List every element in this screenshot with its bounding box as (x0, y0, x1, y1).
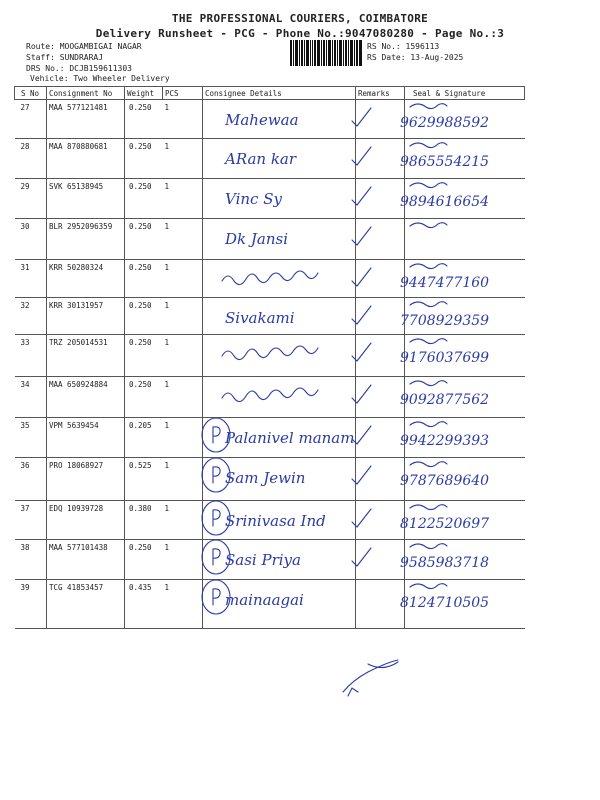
row-remarks (356, 100, 405, 139)
row-pcs: 1 (163, 377, 203, 418)
row-pcs: 1 (163, 501, 203, 540)
row-remarks (356, 377, 405, 418)
table-row (15, 458, 525, 501)
row-weight: 0.250 (125, 260, 163, 298)
handwritten-phone: 9894616654 (400, 194, 490, 210)
row-pcs: 1 (163, 179, 203, 219)
row-consignment-no: SVK 65138945 (47, 179, 125, 219)
row-remarks (356, 219, 405, 260)
handwritten-name: mainaagai (225, 591, 304, 609)
row-remarks (356, 418, 405, 458)
bottom-mark (343, 660, 398, 696)
row-consignment-no: VPM 5639454 (47, 418, 125, 458)
row-consignment-no: MAA 650924884 (47, 377, 125, 418)
col-remarks: Remarks (356, 87, 405, 100)
row-weight: 0.525 (125, 458, 163, 501)
handwritten-phone: 9176037699 (400, 350, 490, 366)
row-signature (405, 377, 525, 418)
row-pcs: 1 (163, 418, 203, 458)
col-pcs: PCS (163, 87, 203, 100)
table-row (15, 501, 525, 540)
row-weight: 0.435 (125, 580, 163, 629)
col-consignee: Consignee Details (203, 87, 356, 100)
handwritten-phone: 9447477160 (400, 275, 490, 291)
table-row (15, 260, 525, 298)
row-sno: 39 (15, 580, 47, 629)
runsheet-title: Delivery Runsheet - PCG - Phone No.:9047080280 - Page No.:3 (95, 27, 505, 40)
row-consignee-details (203, 540, 356, 580)
row-consignee-details (203, 335, 356, 377)
row-consignee-details (203, 418, 356, 458)
row-sno: 35 (15, 418, 47, 458)
row-consignee-details (203, 501, 356, 540)
row-signature (405, 458, 525, 501)
handwritten-name: Palanivel manam (225, 429, 355, 447)
staff-label: Staff: SUNDRARAJ (26, 53, 104, 62)
table-row (15, 377, 525, 418)
row-consignment-no: PRO 18068927 (47, 458, 125, 501)
row-consignment-no: BLR 2952096359 (47, 219, 125, 260)
row-consignee-details (203, 377, 356, 418)
table-row (15, 298, 525, 335)
row-consignee-details (203, 260, 356, 298)
row-sno: 30 (15, 219, 47, 260)
handwritten-phone: 8122520697 (400, 516, 490, 532)
row-signature (405, 298, 525, 335)
row-consignment-no: TCG 41853457 (47, 580, 125, 629)
row-consignment-no: EDQ 10939728 (47, 501, 125, 540)
row-sno: 27 (15, 100, 47, 139)
table-row (15, 540, 525, 580)
company-title: THE PROFESSIONAL COURIERS, COIMBATORE (171, 12, 429, 25)
row-consignment-no: TRZ 205014531 (47, 335, 125, 377)
table-row (15, 580, 525, 629)
row-pcs: 1 (163, 458, 203, 501)
handwritten-phone: 9585983718 (400, 555, 490, 571)
handwritten-name: Mahewaa (225, 111, 299, 129)
handwritten-phone: 7708929359 (400, 313, 490, 329)
row-consignment-no: MAA 577121481 (47, 100, 125, 139)
col-consignment: Consignment No (47, 87, 125, 100)
row-sno: 31 (15, 260, 47, 298)
table-row (15, 418, 525, 458)
col-sno: S No (15, 87, 47, 100)
row-pcs: 1 (163, 260, 203, 298)
row-consignee-details (203, 179, 356, 219)
row-sno: 37 (15, 501, 47, 540)
row-weight: 0.380 (125, 501, 163, 540)
row-pcs: 1 (163, 335, 203, 377)
route-label: Route: MOOGAMBIGAI NAGAR (26, 42, 142, 51)
row-remarks (356, 458, 405, 501)
row-signature (405, 501, 525, 540)
row-consignment-no: MAA 577101438 (47, 540, 125, 580)
col-signature: Seal & Signature (405, 87, 525, 100)
handwritten-phone: 9629988592 (400, 115, 490, 131)
row-signature (405, 418, 525, 458)
row-pcs: 1 (163, 100, 203, 139)
row-weight: 0.250 (125, 298, 163, 335)
row-consignment-no: KRR 50280324 (47, 260, 125, 298)
handwritten-phone: 9942299393 (400, 433, 490, 449)
row-consignee-details (203, 298, 356, 335)
handwritten-name: Sivakami (225, 309, 295, 327)
table-header-row (15, 87, 525, 100)
vehicle-label: Vehicle: Two Wheeler Delivery (30, 74, 170, 83)
row-remarks (356, 501, 405, 540)
row-weight: 0.250 (125, 139, 163, 179)
table-row (15, 139, 525, 179)
rs-date: RS Date: 13-Aug-2025 (367, 53, 464, 62)
row-weight: 0.205 (125, 418, 163, 458)
row-pcs: 1 (163, 139, 203, 179)
row-signature (405, 260, 525, 298)
row-weight: 0.250 (125, 219, 163, 260)
drs-label: DRS No.: DCJB159611303 (26, 64, 132, 73)
handwritten-name: Dk Jansi (225, 230, 288, 248)
row-sno: 36 (15, 458, 47, 501)
row-pcs: 1 (163, 219, 203, 260)
row-sno: 28 (15, 139, 47, 179)
row-remarks (356, 335, 405, 377)
row-remarks (356, 260, 405, 298)
row-sno: 32 (15, 298, 47, 335)
row-pcs: 1 (163, 298, 203, 335)
row-sno: 29 (15, 179, 47, 219)
row-remarks (356, 580, 405, 629)
row-sno: 38 (15, 540, 47, 580)
row-consignment-no: MAA 870880681 (47, 139, 125, 179)
row-signature (405, 100, 525, 139)
barcode (290, 40, 362, 66)
table-row (15, 219, 525, 260)
row-signature (405, 219, 525, 260)
row-consignee-details (203, 139, 356, 179)
row-weight: 0.250 (125, 540, 163, 580)
row-consignee-details (203, 100, 356, 139)
rs-number: RS No.: 1596113 (367, 42, 440, 51)
handwritten-name: ARan kar (225, 150, 297, 168)
table-row (15, 100, 525, 139)
handwritten-phone: 8124710505 (400, 595, 490, 611)
row-consignee-details (203, 219, 356, 260)
row-pcs: 1 (163, 540, 203, 580)
handwritten-name: Vinc Sy (225, 190, 282, 208)
handwritten-phone: 9092877562 (400, 392, 490, 408)
row-signature (405, 540, 525, 580)
row-signature (405, 139, 525, 179)
col-weight: Weight (125, 87, 163, 100)
handwritten-phone: 9865554215 (400, 154, 490, 170)
handwritten-name: Sasi Priya (225, 551, 301, 569)
handwritten-name: Srinivasa Ind (225, 512, 326, 530)
runsheet-table (14, 86, 525, 629)
row-signature (405, 335, 525, 377)
row-weight: 0.250 (125, 100, 163, 139)
row-remarks (356, 139, 405, 179)
row-remarks (356, 179, 405, 219)
row-consignee-details (203, 580, 356, 629)
row-remarks (356, 298, 405, 335)
handwritten-phone: 9787689640 (400, 473, 490, 489)
table-row (15, 179, 525, 219)
row-sno: 34 (15, 377, 47, 418)
row-remarks (356, 540, 405, 580)
row-consignment-no: KRR 30131957 (47, 298, 125, 335)
row-sno: 33 (15, 335, 47, 377)
row-weight: 0.250 (125, 377, 163, 418)
bottom-mark (368, 662, 398, 668)
row-pcs: 1 (163, 580, 203, 629)
row-weight: 0.250 (125, 179, 163, 219)
table-row (15, 335, 525, 377)
row-weight: 0.250 (125, 335, 163, 377)
row-consignee-details (203, 458, 356, 501)
row-signature (405, 580, 525, 629)
handwritten-name: Sam Jewin (225, 469, 306, 487)
row-signature (405, 179, 525, 219)
